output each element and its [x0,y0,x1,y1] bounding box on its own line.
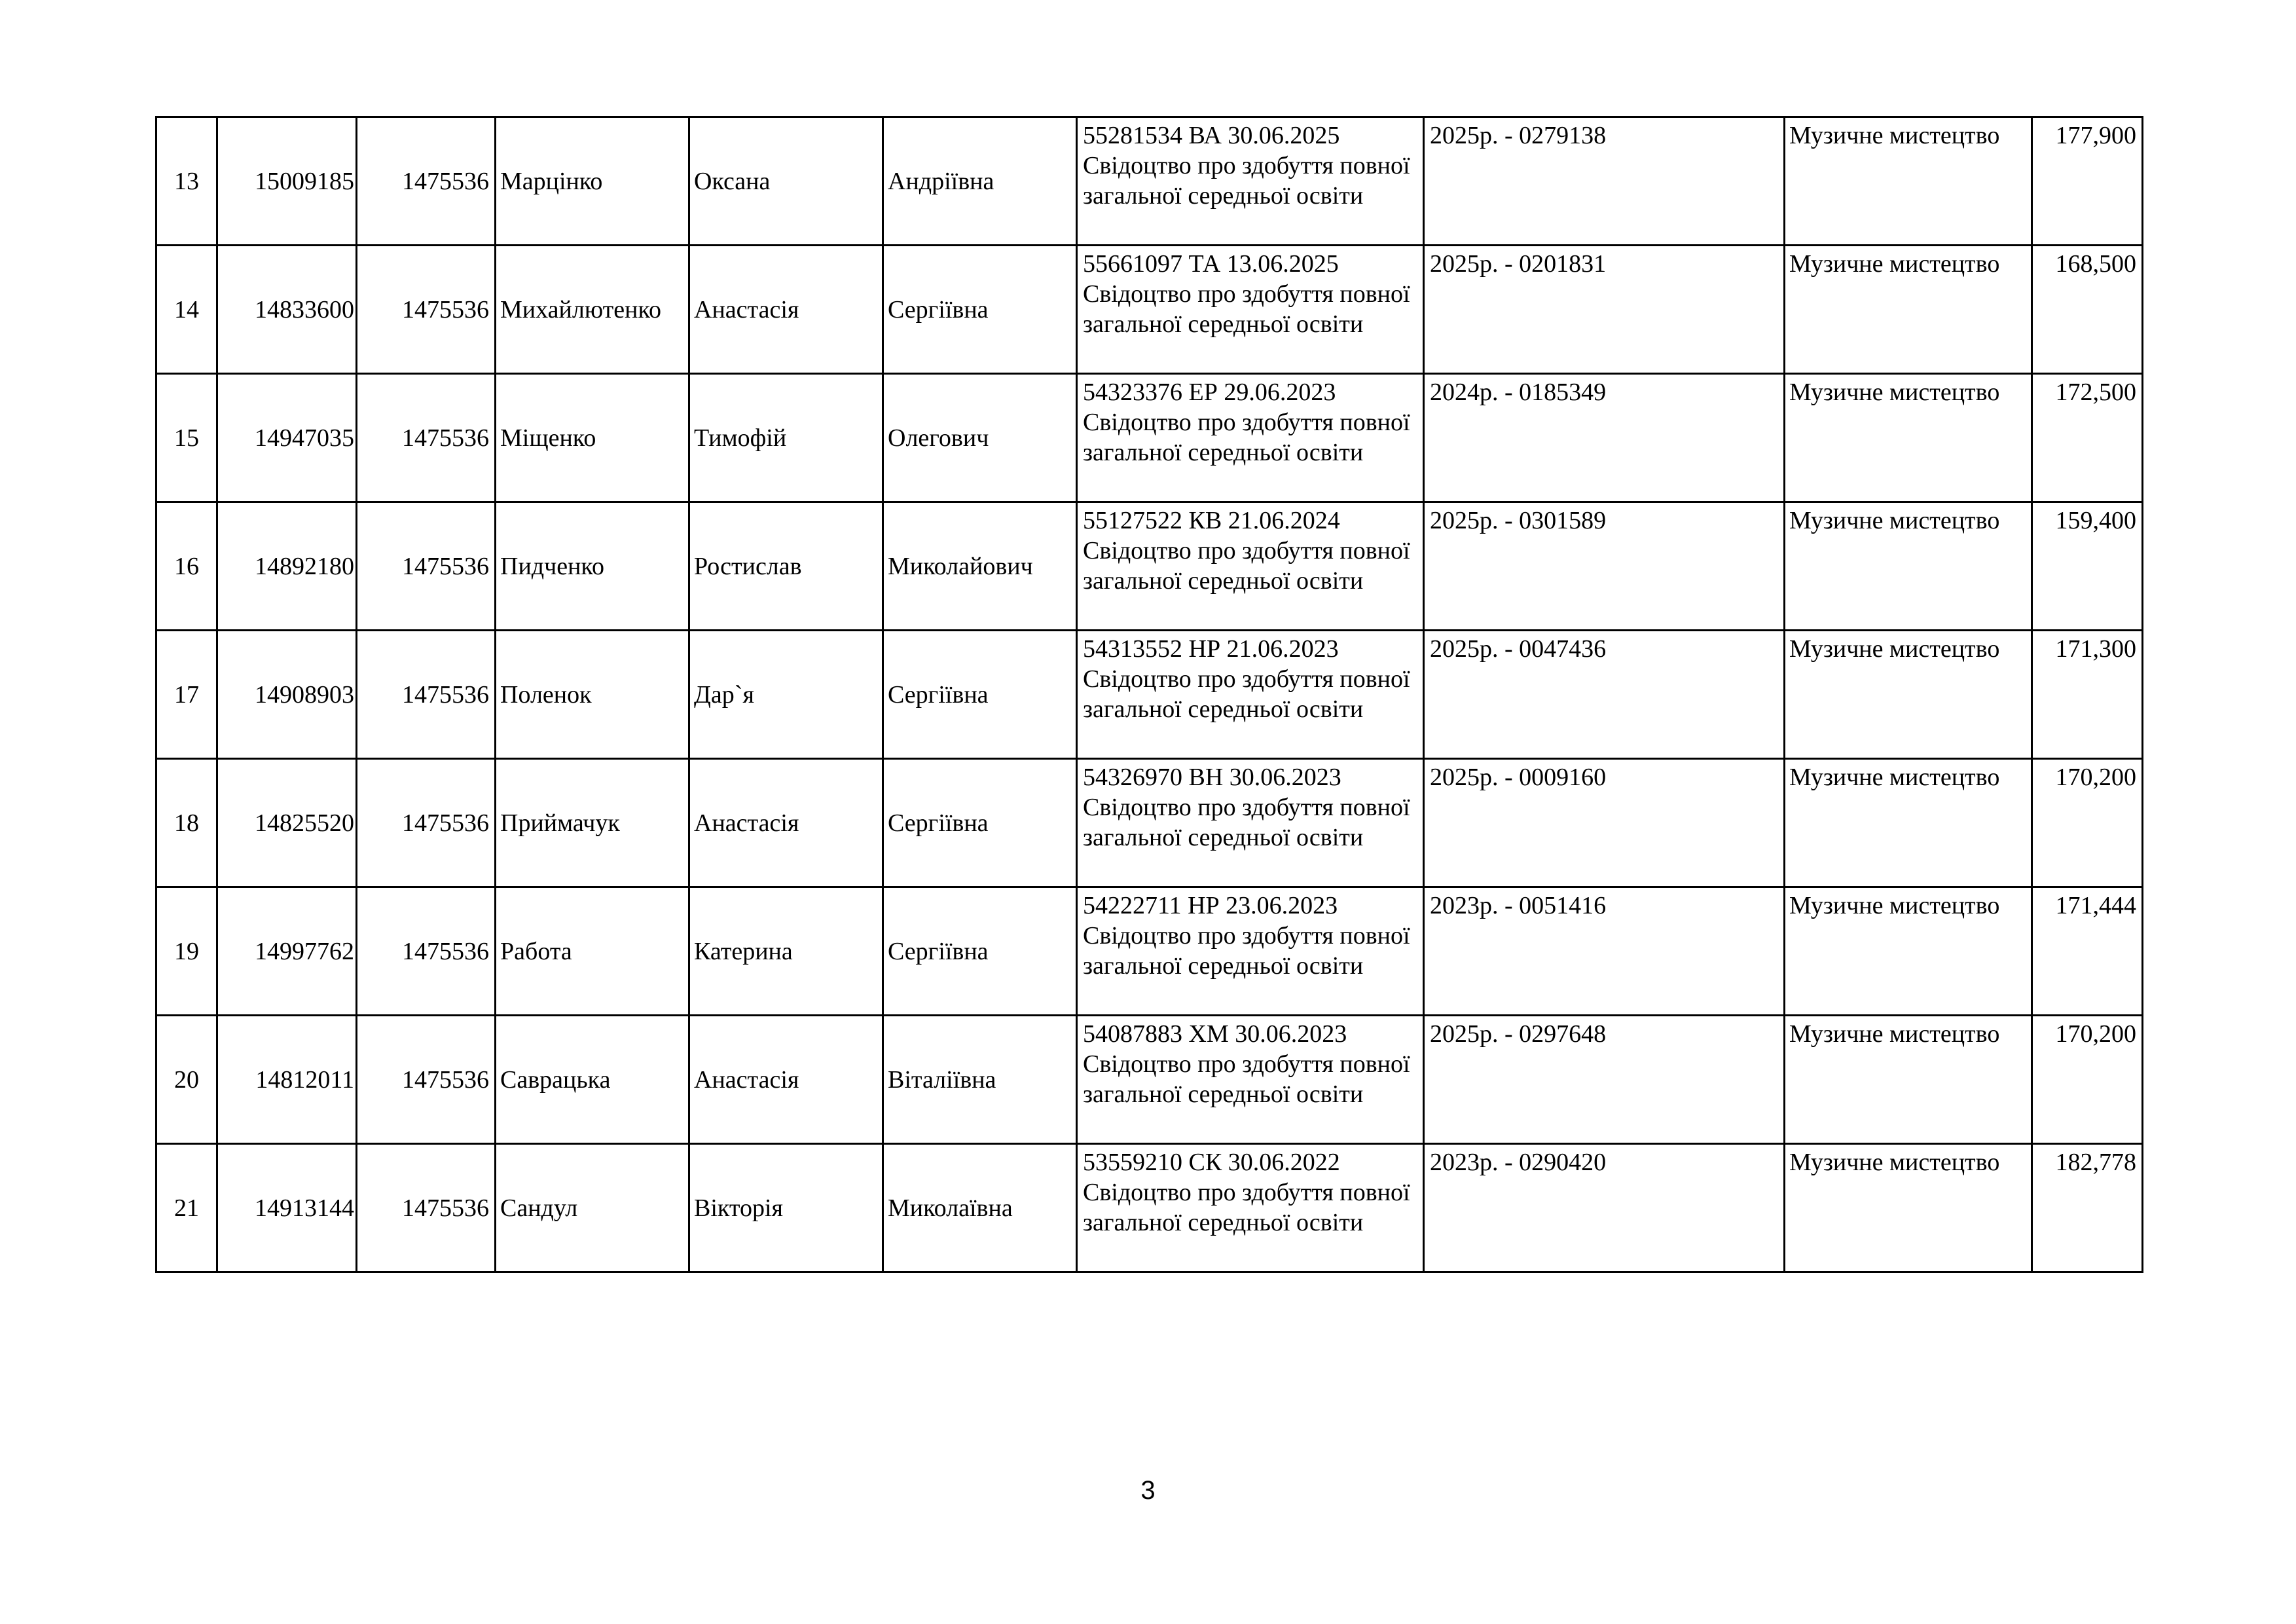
surname-cell: Сандул [496,1144,689,1272]
offer-code-cell: 1475536 [357,887,496,1016]
table-row [156,631,2143,759]
competitive-score-cell: 171,444 [2032,887,2143,1016]
document-cell [1077,887,1424,1016]
table-body [156,117,2143,1272]
offer-code-cell: 1475536 [357,631,496,759]
offer-code-cell: 1475536 [357,246,496,374]
specialty-cell: Музичне мистецтво [1785,759,2032,887]
table-row [156,502,2143,631]
test-certificate-cell: 2025р. - 0301589 [1424,502,1785,631]
table-row [156,117,2143,246]
document-description: Свідоцтво про здобуття повної загальної середньої освіти [1083,922,1410,980]
document-number: 54323376 ЕР 29.06.2023 [1083,378,1336,406]
first-name-cell: Анастасія [689,1016,883,1144]
offer-code-cell: 1475536 [357,1144,496,1272]
first-name-cell: Катерина [689,887,883,1016]
document-cell [1077,117,1424,246]
document-description: Свідоцтво про здобуття повної загальної середньої освіти [1083,152,1410,210]
document-description: Свідоцтво про здобуття повної загальної середньої освіти [1083,1050,1410,1108]
applicants-table [155,116,2143,1273]
applicant-id-cell: 14908903 [217,631,357,759]
applicant-id-cell: 14947035 [217,374,357,502]
applicant-id-cell: 14892180 [217,502,357,631]
row-number-cell: 21 [156,1144,217,1272]
offer-code-cell: 1475536 [357,759,496,887]
applicant-id-cell: 15009185 [217,117,357,246]
row-number-cell: 19 [156,887,217,1016]
row-number-cell: 17 [156,631,217,759]
competitive-score-cell: 177,900 [2032,117,2143,246]
competitive-score-cell: 168,500 [2032,246,2143,374]
patronymic-cell: Сергіївна [883,631,1077,759]
document-description: Свідоцтво про здобуття повної загальної середньої освіти [1083,1179,1410,1236]
surname-cell: Работа [496,887,689,1016]
surname-cell: Міщенко [496,374,689,502]
document-description: Свідоцтво про здобуття повної загальної середньої освіти [1083,537,1410,595]
row-number-cell: 14 [156,246,217,374]
table-row [156,1144,2143,1272]
patronymic-cell: Сергіївна [883,246,1077,374]
specialty-cell: Музичне мистецтво [1785,246,2032,374]
first-name-cell: Оксана [689,117,883,246]
applicant-id-cell: 14812011 [217,1016,357,1144]
surname-cell: Михайлютенко [496,246,689,374]
first-name-cell: Анастасія [689,759,883,887]
applicant-id-cell: 14825520 [217,759,357,887]
specialty-cell: Музичне мистецтво [1785,1016,2032,1144]
document-cell [1077,374,1424,502]
document-description: Свідоцтво про здобуття повної загальної середньої освіти [1083,665,1410,723]
competitive-score-cell: 159,400 [2032,502,2143,631]
test-certificate-cell: 2023р. - 0051416 [1424,887,1785,1016]
specialty-cell: Музичне мистецтво [1785,374,2032,502]
page-number: 3 [1140,1476,1156,1505]
document-description: Свідоцтво про здобуття повної загальної середньої освіти [1083,794,1410,851]
table-row [156,887,2143,1016]
competitive-score-cell: 170,200 [2032,1016,2143,1144]
first-name-cell: Анастасія [689,246,883,374]
patronymic-cell: Миколайович [883,502,1077,631]
specialty-cell: Музичне мистецтво [1785,1144,2032,1272]
specialty-cell: Музичне мистецтво [1785,631,2032,759]
patronymic-cell: Сергіївна [883,887,1077,1016]
surname-cell: Пидченко [496,502,689,631]
competitive-score-cell: 171,300 [2032,631,2143,759]
document-number: 54326970 ВН 30.06.2023 [1083,764,1341,791]
test-certificate-cell: 2024р. - 0185349 [1424,374,1785,502]
table-row [156,1016,2143,1144]
competitive-score-cell: 172,500 [2032,374,2143,502]
table-row [156,759,2143,887]
surname-cell: Саврацька [496,1016,689,1144]
test-certificate-cell: 2025р. - 0009160 [1424,759,1785,887]
offer-code-cell: 1475536 [357,502,496,631]
test-certificate-cell: 2025р. - 0297648 [1424,1016,1785,1144]
document-cell [1077,1016,1424,1144]
document-cell [1077,631,1424,759]
competitive-score-cell: 170,200 [2032,759,2143,887]
test-certificate-cell: 2025р. - 0201831 [1424,246,1785,374]
specialty-cell: Музичне мистецтво [1785,117,2032,246]
specialty-cell: Музичне мистецтво [1785,887,2032,1016]
specialty-cell: Музичне мистецтво [1785,502,2032,631]
test-certificate-cell: 2023р. - 0290420 [1424,1144,1785,1272]
surname-cell: Поленок [496,631,689,759]
document-cell [1077,1144,1424,1272]
document-description: Свідоцтво про здобуття повної загальної середньої освіти [1083,409,1410,466]
applicant-id-cell: 14997762 [217,887,357,1016]
first-name-cell: Тимофій [689,374,883,502]
document-description: Свідоцтво про здобуття повної загальної середньої освіти [1083,280,1410,338]
document-number: 55281534 ВА 30.06.2025 [1083,122,1340,149]
document-number: 53559210 СК 30.06.2022 [1083,1149,1340,1176]
surname-cell: Марцінко [496,117,689,246]
document-number: 55127522 КВ 21.06.2024 [1083,507,1340,534]
patronymic-cell: Миколаївна [883,1144,1077,1272]
test-certificate-cell: 2025р. - 0279138 [1424,117,1785,246]
test-certificate-cell: 2025р. - 0047436 [1424,631,1785,759]
first-name-cell: Вікторія [689,1144,883,1272]
patronymic-cell: Андріївна [883,117,1077,246]
patronymic-cell: Сергіївна [883,759,1077,887]
applicant-id-cell: 14913144 [217,1144,357,1272]
first-name-cell: Ростислав [689,502,883,631]
patronymic-cell: Олегович [883,374,1077,502]
table-row [156,246,2143,374]
document-cell [1077,502,1424,631]
document-cell [1077,246,1424,374]
offer-code-cell: 1475536 [357,117,496,246]
row-number-cell: 18 [156,759,217,887]
row-number-cell: 16 [156,502,217,631]
applicant-id-cell: 14833600 [217,246,357,374]
document-cell [1077,759,1424,887]
offer-code-cell: 1475536 [357,374,496,502]
table-row [156,374,2143,502]
row-number-cell: 15 [156,374,217,502]
row-number-cell: 20 [156,1016,217,1144]
document-number: 54087883 ХМ 30.06.2023 [1083,1020,1347,1048]
offer-code-cell: 1475536 [357,1016,496,1144]
first-name-cell: Дар`я [689,631,883,759]
patronymic-cell: Віталіївна [883,1016,1077,1144]
document-number: 54313552 НР 21.06.2023 [1083,635,1339,663]
row-number-cell: 13 [156,117,217,246]
competitive-score-cell: 182,778 [2032,1144,2143,1272]
document-number: 55661097 ТА 13.06.2025 [1083,250,1339,278]
surname-cell: Приймачук [496,759,689,887]
document-number: 54222711 НР 23.06.2023 [1083,892,1338,919]
